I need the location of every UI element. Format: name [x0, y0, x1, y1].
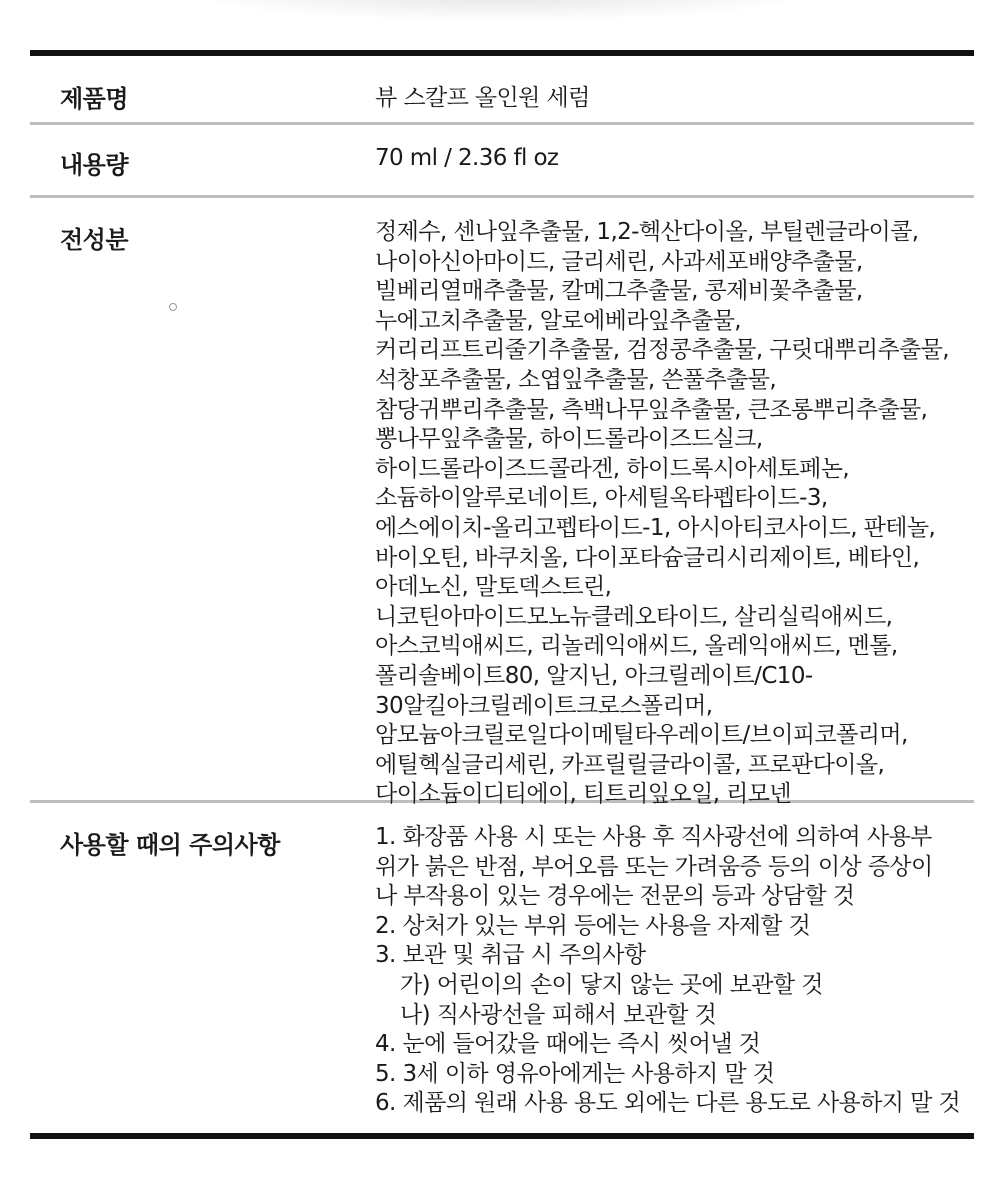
volume-row — [30, 125, 974, 195]
product-info-table — [30, 50, 974, 1139]
ingredients-label: 전성분 — [60, 226, 129, 254]
ingredients-value: 정제수, 센나잎추출물, 1,2-헥산다이올, 부틸렌글라이콜, 나이아신아마이드, 글리세린, 사과세포배양추출물, 빌베리열매추출물, 칼메그추출물, 콩제비꽃추출물, 누에고치추출물, 알로에베라잎추출물, 커리리프트리줄기추출물, 검정콩추출물, 구릿대뿌리추출물, 석창포추출물, 소엽잎추출물, 쓴풀추출물, 참당귀뿌리추출물, 측백나무잎추출물, 큰조롱뿌리추출물, 뽕나무잎추출물, 하이드롤라이즈드실크, 하이드롤라이즈드콜라겐, 하이드록시아세토페논, 소듐하이알루로네이트, 아세틸옥타펩타이드-3, 에스에이치-올리고펩타이드-1, 아시아티코사이드, 판테놀, 바이오틴, 바쿠치올, 다이포타슘글리시리제이트, 베타인, 아데노신, 말토덱스트린, 니코틴아마이드모노뉴클레오타이드, 살리실릭애씨드, 아스코빅애씨드, 리놀레익애씨드, 올레익애씨드, 멘톨, 폴리솔베이트80, 알지닌, 아크릴레이트/C10-30알킬아크릴레이트크로스폴리머, 암모늄아크릴로일다이메틸타우레이트/브이피코폴리머, 에틸헥실글리세린, 카프릴릴글라이콜, 프로판다이올, 다이소듐이디티에이, 티트리잎오일, 리모넨 — [375, 219, 950, 808]
volume-label: 내용량 — [60, 151, 129, 179]
caution-item: 1. 화장품 사용 시 또는 사용 후 직사광선에 의하여 사용부위가 붉은 반점, 부어오름 또는 가려움증 등의 이상 증상이나 부작용이 있는 경우에는 전문의 등과 상담할 것 — [375, 824, 933, 910]
caution-list — [375, 823, 961, 1119]
caution-item: 3. 보관 및 취급 시 주의사항 — [375, 942, 646, 969]
caution-item: 5. 3세 이하 영유아에게는 사용하지 말 것 — [375, 1060, 775, 1087]
volume-value: 70 ml / 2.36 fl oz — [375, 145, 559, 171]
product-name-value: 뷰 스칼프 올인원 세럼 — [375, 85, 590, 111]
product-name-row — [30, 56, 974, 122]
ingredients-row — [30, 198, 974, 808]
caution-label: 사용할 때의 주의사항 — [60, 831, 280, 859]
caution-item: 4. 눈에 들어갔을 때에는 즉시 씻어낼 것 — [375, 1031, 761, 1058]
caution-subitem: 나) 직사광선을 피해서 보관할 것 — [400, 1001, 717, 1028]
caution-subitem: 가) 어린이의 손이 닿지 않는 곳에 보관할 것 — [400, 971, 823, 998]
caution-item: 2. 상처가 있는 부위 등에는 사용을 자제할 것 — [375, 912, 811, 939]
dot-mark — [169, 303, 177, 311]
caution-row — [30, 803, 974, 1133]
product-name-label: 제품명 — [60, 85, 129, 113]
table-bottom-border — [30, 1133, 974, 1139]
product-shadow-decoration — [200, 0, 800, 20]
caution-item: 6. 제품의 원래 사용 용도 외에는 다른 용도로 사용하지 말 것 — [375, 1090, 961, 1117]
